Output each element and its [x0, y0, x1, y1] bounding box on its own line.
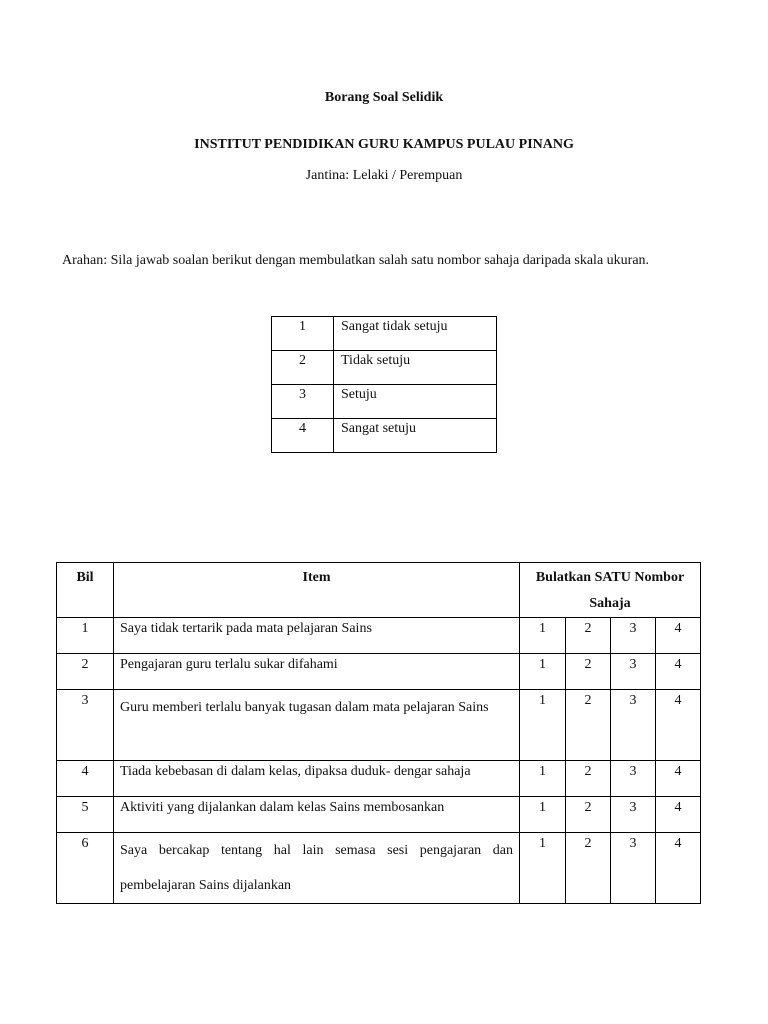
option-2[interactable]: 2: [566, 618, 611, 654]
scale-label: Sangat tidak setuju: [334, 317, 497, 351]
option-3[interactable]: 3: [611, 690, 656, 761]
scale-table: [271, 316, 497, 453]
row-item: Pengajaran guru terlalu sukar difahami: [114, 654, 520, 690]
option-1[interactable]: 1: [520, 690, 566, 761]
institution-title: INSTITUT PENDIDIKAN GURU KAMPUS PULAU PINANG: [194, 137, 574, 152]
header-choice: Bulatkan SATU Nombor Sahaja: [520, 563, 701, 618]
scale-number: 1: [272, 317, 334, 351]
option-4[interactable]: 4: [656, 618, 701, 654]
option-4[interactable]: 4: [656, 797, 701, 833]
option-4[interactable]: 4: [656, 833, 701, 904]
option-1[interactable]: 1: [520, 618, 566, 654]
scale-label: Tidak setuju: [334, 351, 497, 385]
scale-number: 2: [272, 351, 334, 385]
option-4[interactable]: 4: [656, 654, 701, 690]
row-number: 1: [57, 618, 114, 654]
scale-number: 4: [272, 419, 334, 453]
row-number: 4: [57, 761, 114, 797]
row-item: Saya tidak tertarik pada mata pelajaran Sains: [114, 618, 520, 654]
option-2[interactable]: 2: [566, 797, 611, 833]
row-item: Tiada kebebasan di dalam kelas, dipaksa duduk- dengar sahaja: [114, 761, 520, 797]
row-number: 3: [57, 690, 114, 761]
table-row: [57, 761, 701, 797]
table-row: [57, 654, 701, 690]
header-bil: Bil: [57, 563, 114, 618]
row-number: 6: [57, 833, 114, 904]
option-2[interactable]: 2: [566, 690, 611, 761]
table-row: [57, 618, 701, 654]
survey-header-row: [57, 563, 701, 618]
scale-row: [272, 351, 497, 385]
row-number: 5: [57, 797, 114, 833]
scale-row: [272, 419, 497, 453]
option-2[interactable]: 2: [566, 654, 611, 690]
gender-line: Jantina: Lelaki / Perempuan: [305, 168, 463, 183]
option-3[interactable]: 3: [611, 618, 656, 654]
row-item: Guru memberi terlalu banyak tugasan dalam mata pelajaran Sains: [114, 690, 520, 761]
option-1[interactable]: 1: [520, 761, 566, 797]
option-4[interactable]: 4: [656, 690, 701, 761]
option-4[interactable]: 4: [656, 761, 701, 797]
instructions-text: Arahan: Sila jawab soalan berikut dengan membulatkan salah satu nombor sahaja daripada skala ukuran.: [62, 253, 650, 268]
scale-row: [272, 385, 497, 419]
option-2[interactable]: 2: [566, 761, 611, 797]
survey-table: [56, 562, 701, 904]
scale-row: [272, 317, 497, 351]
option-1[interactable]: 1: [520, 654, 566, 690]
option-1[interactable]: 1: [520, 833, 566, 904]
option-1[interactable]: 1: [520, 797, 566, 833]
option-2[interactable]: 2: [566, 833, 611, 904]
scale-number: 3: [272, 385, 334, 419]
row-item: Aktiviti yang dijalankan dalam kelas Sains membosankan: [114, 797, 520, 833]
option-3[interactable]: 3: [611, 797, 656, 833]
scale-label: Sangat setuju: [334, 419, 497, 453]
option-3[interactable]: 3: [611, 654, 656, 690]
scale-label: Setuju: [334, 385, 497, 419]
row-number: 2: [57, 654, 114, 690]
table-row: [57, 690, 701, 761]
page-title: Borang Soal Selidik: [324, 90, 444, 105]
option-3[interactable]: 3: [611, 761, 656, 797]
table-row: [57, 797, 701, 833]
row-item: Saya bercakap tentang hal lain semasa sesi pengajaran dan pembelajaran Sains dijalankan: [114, 833, 520, 904]
header-item: Item: [114, 563, 520, 618]
table-row: [57, 833, 701, 904]
option-3[interactable]: 3: [611, 833, 656, 904]
